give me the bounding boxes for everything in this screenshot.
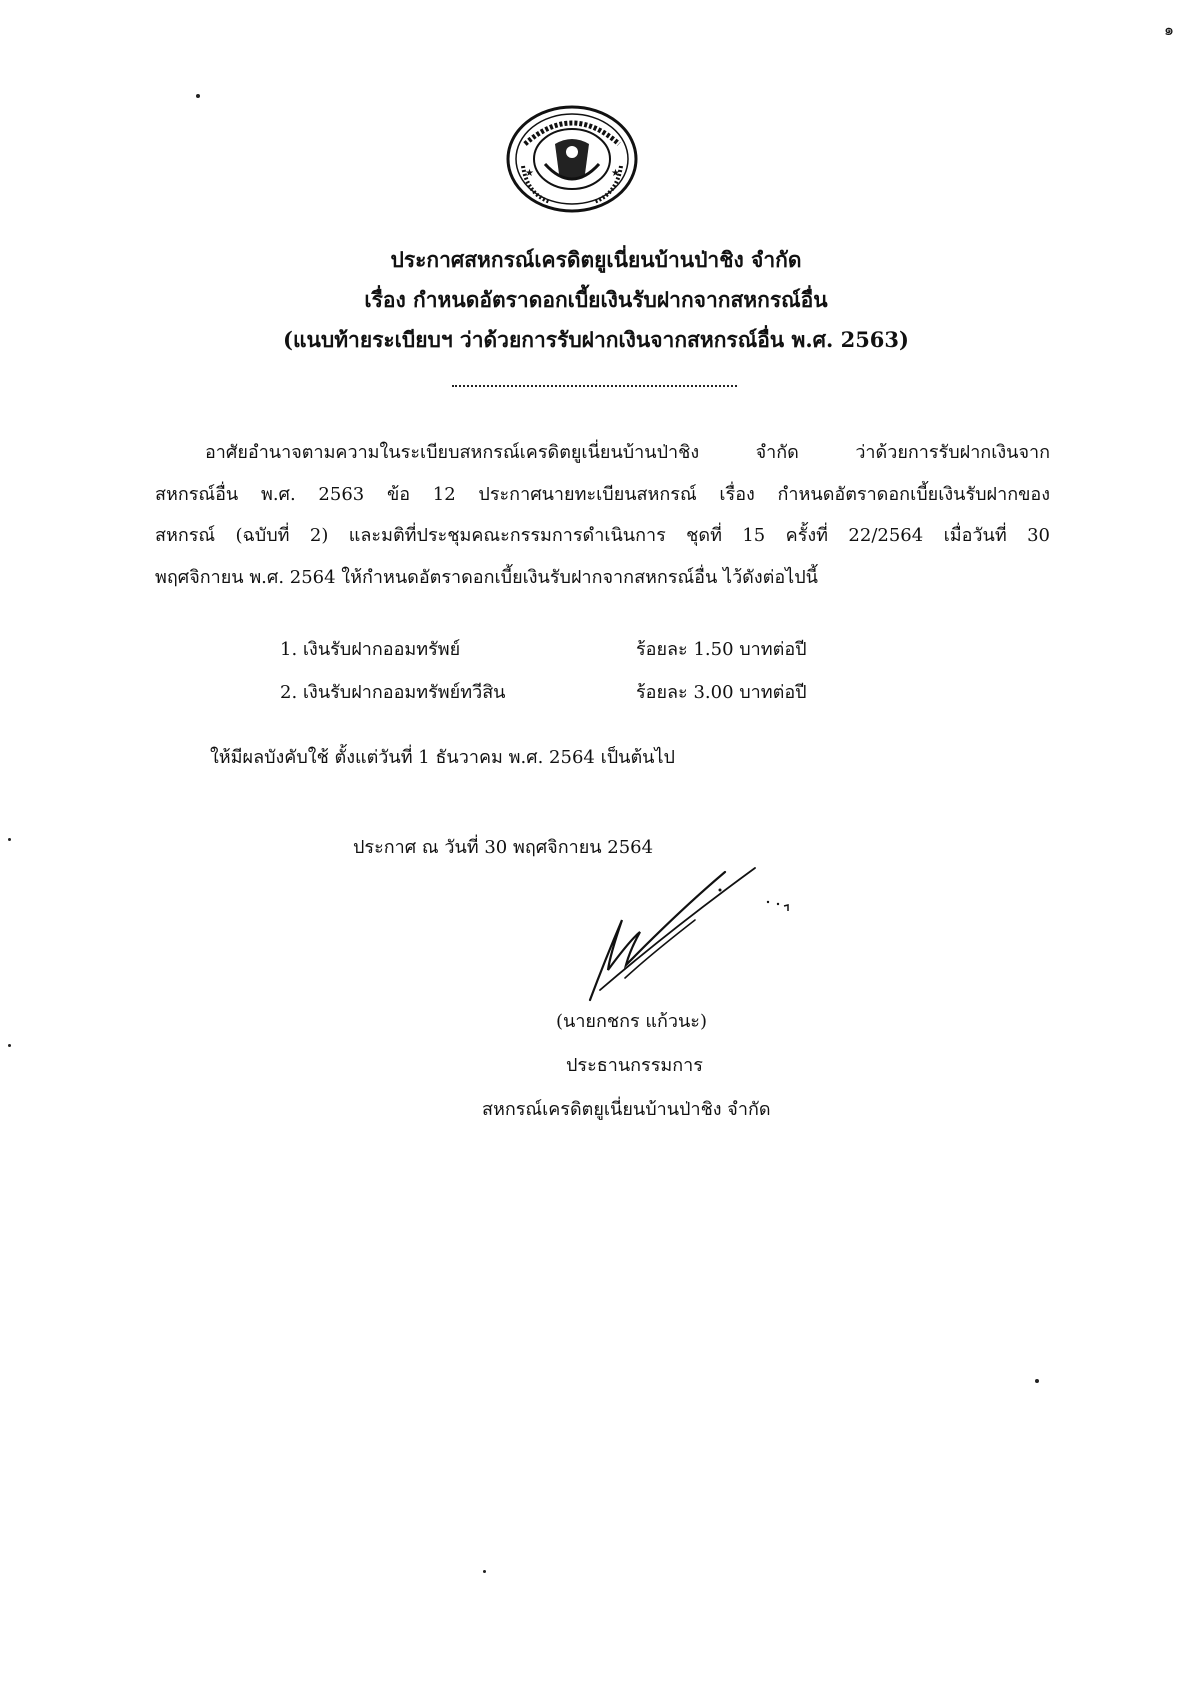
handwritten-signature — [560, 860, 830, 1010]
scan-speck — [1035, 1379, 1039, 1383]
title-block — [0, 240, 1192, 360]
title-line-2: เรื่อง กำหนดอัตราดอกเบี้ยเงินรับฝากจากสหกรณ์อื่น — [364, 287, 828, 312]
cooperative-seal-logo — [505, 104, 639, 214]
rate-label: 2. เงินรับฝากออมทรัพย์ทวีสิน — [280, 682, 506, 703]
rate-value: ร้อยละ 1.50 บาทต่อปี — [636, 639, 807, 660]
title-line-1: ประกาศสหกรณ์เครดิตยูเนี่ยนบ้านป่าชิง จำกัด — [390, 247, 802, 272]
scan-speck — [196, 94, 200, 98]
body-line-2: สหกรณ์อื่น พ.ศ. 2563 ข้อ 12 ประกาศนายทะเบียนสหกรณ์ เรื่อง กำหนดอัตราดอกเบี้ยเงินรับฝากของ — [155, 483, 1050, 505]
svg-text:★: ★ — [611, 168, 620, 179]
effective-date: ให้มีผลบังคับใช้ ตั้งแต่วันที่ 1 ธันวาคม พ.ศ. 2564 เป็นต้นไป — [210, 747, 675, 768]
signer-organization: สหกรณ์เครดิตยูเนี่ยนบ้านป่าชิง จำกัด — [482, 1099, 771, 1120]
rate-item — [280, 671, 807, 714]
rate-label: 1. เงินรับฝากออมทรัพย์ — [280, 639, 461, 660]
page-number: ๑ — [1163, 20, 1174, 39]
body-line-4: พฤศจิกายน พ.ศ. 2564 ให้กำหนดอัตราดอกเบี้ยเงินรับฝากจากสหกรณ์อื่น ไว้ดังต่อไปนี้ — [155, 566, 818, 588]
signer-name: (นายกชกร แก้วนะ) — [556, 1011, 707, 1032]
rate-item — [280, 628, 807, 671]
signer-title: ประธานกรรมการ — [566, 1055, 703, 1076]
title-line-3: (แนบท้ายระเบียบฯ ว่าด้วยการรับฝากเงินจากสหกรณ์อื่น พ.ศ. 2563) — [283, 327, 909, 352]
body-paragraph — [155, 432, 1050, 598]
interest-rate-list — [280, 628, 807, 714]
dotted-divider — [452, 385, 737, 387]
scan-speck — [483, 1570, 486, 1573]
body-line-3: สหกรณ์ (ฉบับที่ 2) และมติที่ประชุมคณะกรรมการดำเนินการ ชุดที่ 15 ครั้งที่ 22/2564 เมื่อวันที่ 30 — [155, 525, 1050, 546]
scan-speck — [8, 838, 11, 841]
rate-value: ร้อยละ 3.00 บาทต่อปี — [636, 682, 807, 703]
scan-speck — [8, 1044, 11, 1047]
svg-text:★: ★ — [525, 168, 534, 179]
body-line-1: อาศัยอำนาจตามความในระเบียบสหกรณ์เครดิตยูเนี่ยนบ้านป่าชิง จำกัด ว่าด้วยการรับฝากเงินจาก — [205, 442, 1050, 463]
announcement-date: ประกาศ ณ วันที่ 30 พฤศจิกายน 2564 — [353, 837, 654, 858]
